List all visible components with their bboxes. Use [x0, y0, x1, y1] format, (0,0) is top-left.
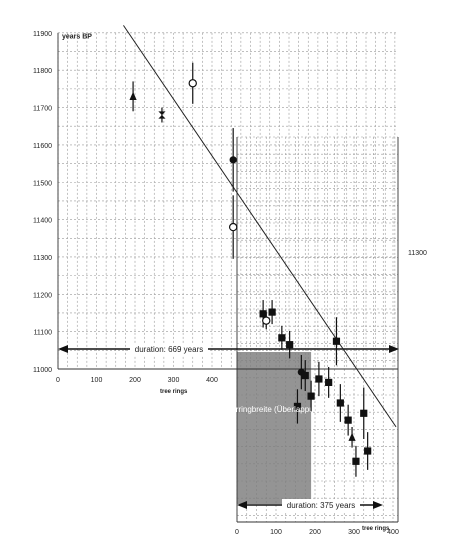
lower-x-tick-label: 100 — [270, 529, 282, 536]
lower-point — [360, 410, 367, 417]
lower-point — [286, 341, 293, 348]
lower-point — [278, 334, 285, 341]
upper-y-tick-label: 11000 — [33, 367, 52, 374]
duration-669-arrowhead-right — [389, 345, 399, 353]
lower-point — [352, 458, 359, 465]
lower-x-tick-label: 200 — [309, 529, 321, 536]
lower-x-tick-label: 0 — [235, 529, 239, 536]
lower-point — [364, 447, 371, 454]
upper-point — [230, 223, 237, 230]
upper-y-tick-label: 11600 — [33, 142, 52, 150]
upper-y-axis-label: years BP — [62, 33, 92, 41]
grid-layer — [58, 33, 398, 522]
duration-375-arrowhead-right — [373, 501, 383, 509]
duration-669-arrowhead-left — [58, 345, 68, 353]
lower-point — [269, 308, 276, 315]
duration-375-label: duration: 375 years — [286, 501, 356, 510]
lower-x-tick-label: 300 — [348, 529, 360, 536]
upper-y-tick-label: 11400 — [33, 217, 52, 225]
lower-point — [325, 379, 332, 386]
upper-y-tick-label: 11300 — [33, 254, 52, 262]
lower-x-axis-label: tree rings — [362, 526, 390, 532]
upper-y-tick-label: 11200 — [33, 292, 52, 300]
lower-point — [337, 399, 344, 406]
upper-point — [230, 156, 237, 163]
upper-y-tick-label: 11800 — [33, 68, 52, 76]
overlap-region-label: Jahrringbreite (Überlappung) — [222, 405, 326, 414]
upper-y-tick-label: 11900 — [33, 30, 52, 38]
lower-point — [348, 433, 355, 441]
axes-layer — [58, 33, 399, 522]
lower-point — [302, 372, 309, 379]
lower-y-axis-label: 11300 — [408, 250, 427, 257]
lower-point — [345, 417, 352, 424]
upper-point — [189, 80, 196, 87]
upper-x-tick-label: 0 — [56, 377, 60, 384]
lower-point — [315, 375, 322, 382]
upper-x-tick-label: 400 — [206, 377, 218, 384]
lower-point — [263, 317, 270, 324]
upper-y-tick-label: 11100 — [33, 329, 52, 337]
lower-x-tick-label: 400 — [387, 529, 399, 536]
upper-y-tick-label: 11500 — [33, 180, 52, 188]
lower-point — [333, 338, 340, 345]
upper-point — [129, 92, 136, 100]
upper-x-tick-label: 100 — [90, 377, 103, 384]
upper-x-tick-label: 300 — [167, 377, 180, 384]
lower-point — [308, 393, 315, 400]
upper-x-axis-label: tree rings — [160, 389, 188, 395]
upper-y-tick-label: 11700 — [33, 105, 52, 113]
duration-669-label: duration: 669 years — [134, 345, 204, 354]
upper-x-tick-label: 200 — [129, 377, 141, 384]
